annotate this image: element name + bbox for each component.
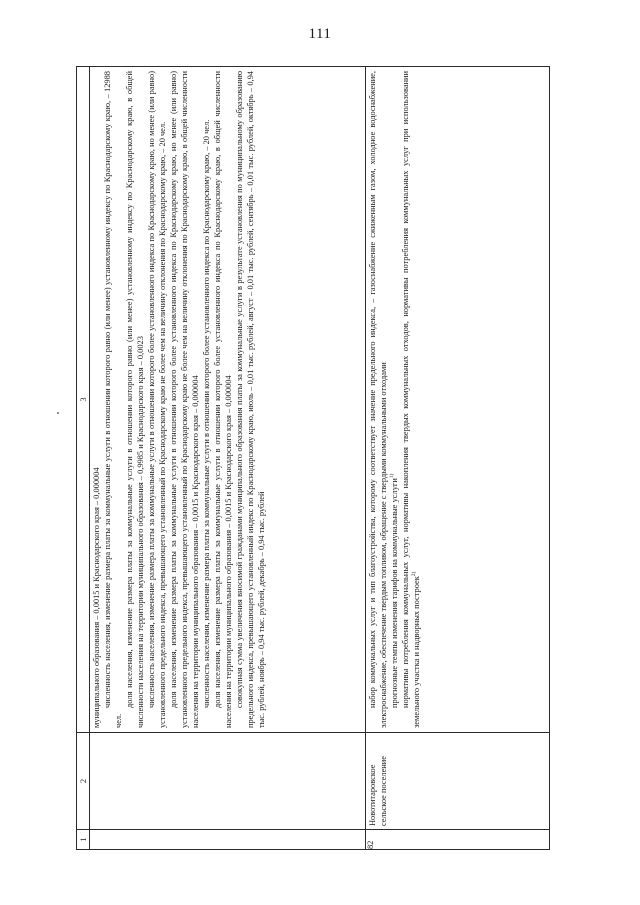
footnote-marker: 1) bbox=[389, 473, 396, 479]
table-header-row bbox=[77, 67, 90, 850]
column-header-1: 1 bbox=[77, 830, 90, 850]
settlements-table bbox=[76, 66, 550, 850]
indicators-cell-82 bbox=[366, 67, 550, 733]
paragraph bbox=[389, 71, 400, 728]
indicators-text bbox=[90, 67, 267, 732]
paragraph bbox=[367, 71, 389, 728]
table-row-continued bbox=[90, 67, 366, 850]
page-number: 111 bbox=[308, 26, 332, 42]
settlement-name: Новотитаровское сельское поселение bbox=[368, 756, 388, 826]
table-row-82 bbox=[366, 67, 550, 850]
paragraph: численность населения, изменение размера платы за коммунальные услуги в отношении которого равно (или менее) установленному индексу по Краснодарскому краю, – 12988 чел. bbox=[103, 71, 123, 728]
paragraph: совокупная сумма увеличения вносимой гражданами муниципального образования платы за коммунальные услуги в результате установления по муниципальному образованию предельного индекса, превышающего установленный индекс по Краснодарскому краю, июль – 0,01 тыс. рублей, август – 0,01 тыс. рублей, сентябрь – 0,01 тыс. рублей, октябрь – 0,94 тыс. рублей, ноябрь – 0,94 тыс. рублей, декабрь – 0,94 тыс. рублей bbox=[235, 71, 266, 728]
scan-speck bbox=[57, 412, 59, 414]
paragraph-text: прогнозные темпы изменения тарифов на коммунальные услуги bbox=[390, 478, 399, 708]
column-header-2: 2 bbox=[77, 733, 90, 830]
paragraph: доля населения, изменение размера платы за коммунальные услуги в отношении которого более установленного индекса по Краснодарскому краю, в общей численности населения на территории муниципального образования – 0,0015 и Краснодарского края – 0,000004 bbox=[213, 71, 233, 728]
row-number: 82 bbox=[366, 830, 550, 850]
paragraph: муниципального образования – 0,0015 и Краснодарского края – 0,000004 bbox=[92, 467, 101, 728]
paragraph-text: нормативы потребления коммунальных услуг, нормативы накопления твердых коммунальных отходов, нормативы потребления коммунальных услуг при использовании земельного участка и надворных построек bbox=[401, 71, 421, 728]
indicators-text bbox=[366, 67, 422, 732]
settlement-cell-empty bbox=[90, 733, 366, 830]
paragraph: численность населения, изменение размера платы за коммунальные услуги в отношении которого более установленного индекса по Краснодарскому краю, – 20 чел. bbox=[202, 119, 211, 708]
settlement-cell bbox=[366, 733, 550, 830]
paragraph-text: набор коммунальных услуг и тип благоустройства, которому соответствует значение предельного индекса, – газоснабжение сжиженным газом, холодное водоснабжение, электроснабжение, обеспечение твердым топливом, обращение с твердыми коммунальными отходами bbox=[368, 71, 388, 728]
paragraph bbox=[400, 71, 422, 728]
footnote-marker: 2) bbox=[411, 571, 418, 577]
column-header-3: 3 bbox=[77, 67, 90, 733]
paragraph: доля населения, изменение размера платы за коммунальные услуги в отношении которого более установленного индекса по Краснодарскому краю, но менее (или равно) установленного предельного индекса, превышающего установленный по Краснодарскому краю не более чем на величину отклонения по Краснодарскому краю, в общей численности населения на территории муниципального образования – 0,0015 и Краснодарского края – 0,000004 bbox=[169, 71, 200, 728]
paragraph: численность населения, изменение размера платы за коммунальные услуги в отношении которого более установленного индекса по Краснодарскому краю, но менее (или равно) установленного предельного индекса, превышающего установленный по Краснодарскому краю не более чем на величину отклонения по Краснодарскому краю, – 20 чел. bbox=[147, 71, 167, 728]
paragraph: доля населения, изменение размера платы за коммунальные услуги в отношении которого равно (или менее) установленному индексу по Краснодарскому краю, в общей численности населения на территории муниципального образования – 0,9985 и Краснодарского края – 0,0023 bbox=[125, 71, 145, 728]
indicators-cell-continued bbox=[90, 67, 366, 733]
rotated-table bbox=[76, 66, 550, 850]
row-number-cell-empty bbox=[90, 830, 366, 850]
